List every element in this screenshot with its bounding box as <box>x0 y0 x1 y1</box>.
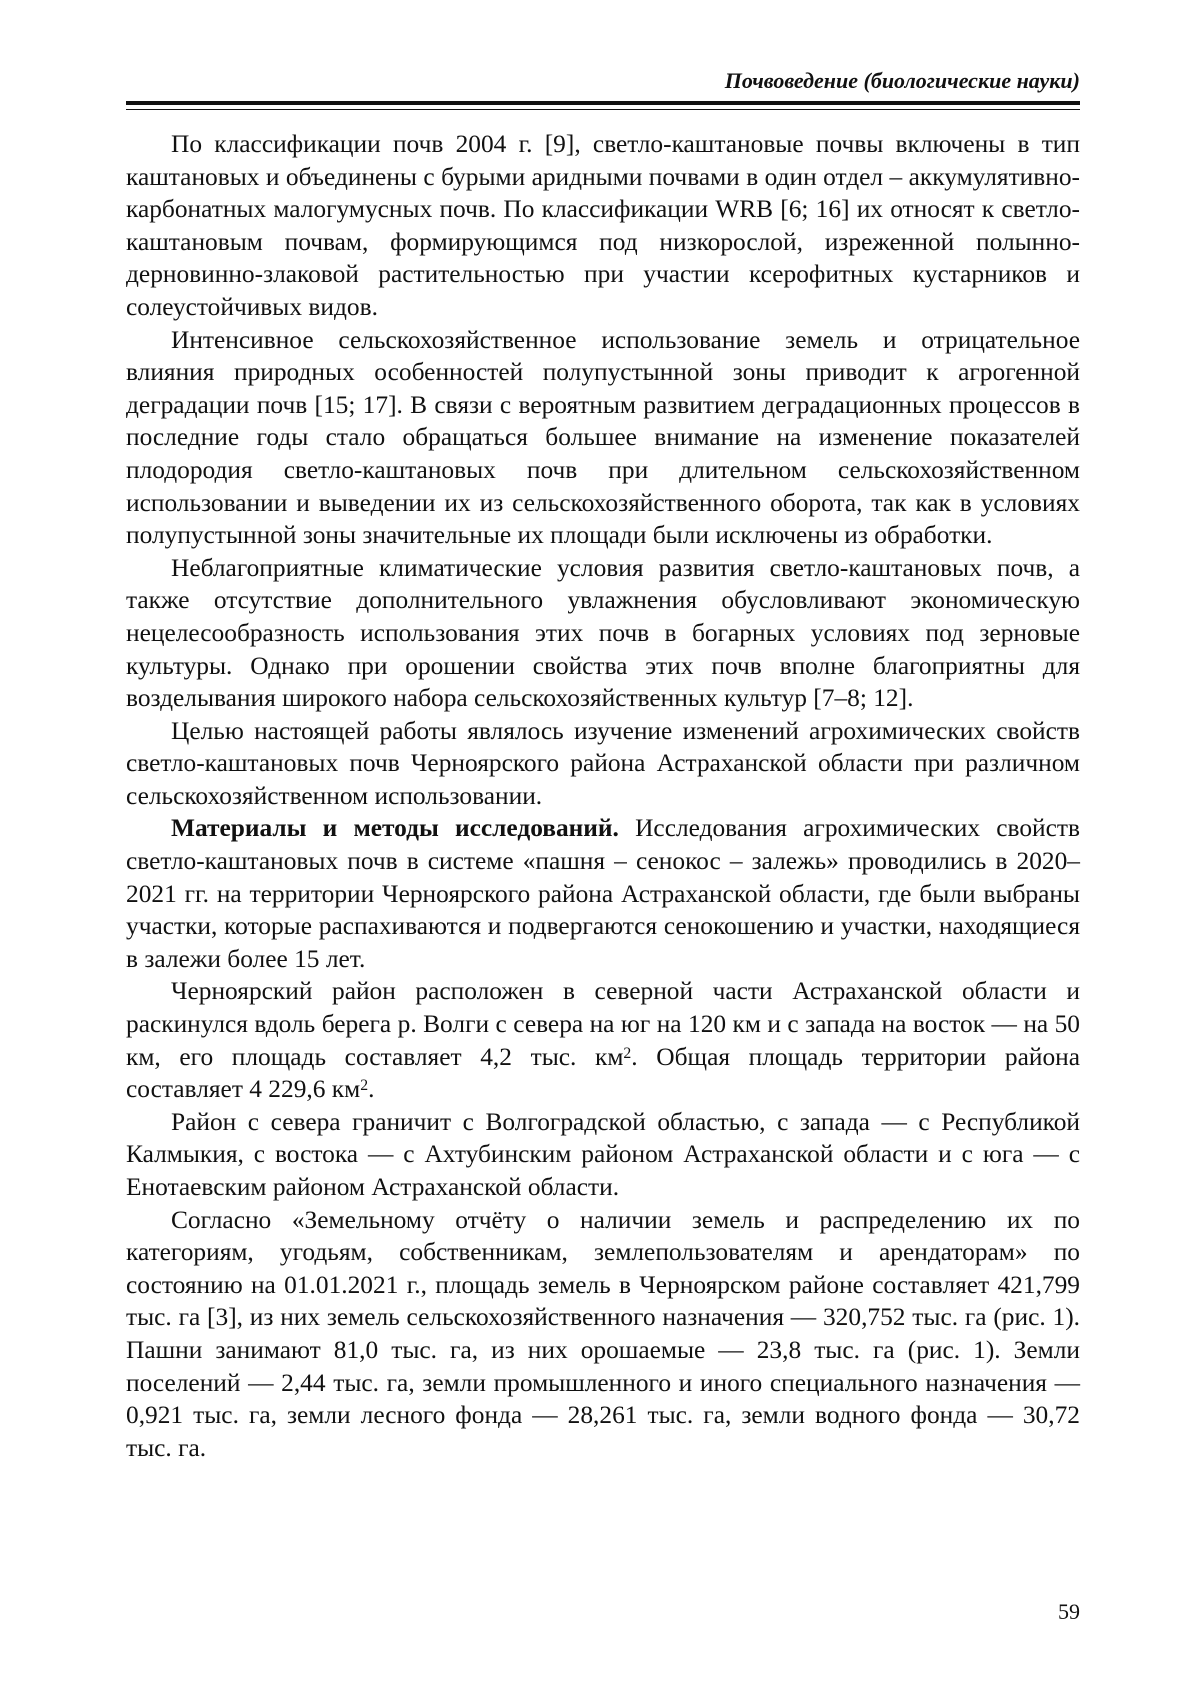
body-text <box>126 128 1080 1464</box>
methods-heading: Материалы и методы исследований. <box>171 814 619 843</box>
methods-text: Исследования агрохимических свойств светло-каштановых почв в системе «пашня – сенокос – залежь» проводились в 2020–2021 гг. на территории Черноярского района Астраханской области, где были выбраны участки, которые распахиваются и подвергаются сенокошению и участки, находящиеся в залежи более 15 лет. <box>126 814 1080 973</box>
paragraph-aim: Целью настоящей работы являлось изучение изменений агрохимических свойств светло-каштановых почв Черноярского района Астраханской области при различном сельскохозяйственном использовании. <box>126 716 1080 810</box>
paragraph-climate: Неблагоприятные климатические условия развития светло-каштановых почв, а также отсутствие дополнительного увлажнения обусловливают экономическую нецелесообразность использования этих почв в богарных условиях под зерновые культуры. Однако при орошении свойства этих почв вполне благоприятны для возделывания широкого набора сельскохозяйственных культур [7–8; 12]. <box>126 553 1080 713</box>
district-text-2: . Общая площадь территории района составляет 4 229,6 км <box>126 1042 1080 1104</box>
district-text-1: Черноярский район расположен в северной части Астраханской области и раскинулся вдоль берега р. Волги с севера на юг на 120 км и с запада на восток — на 50 км, его площадь составляет 4,2 тыс. км <box>126 977 1080 1071</box>
running-head: Почвоведение (биологические науки) <box>724 68 1080 93</box>
header-rule-thin <box>126 109 1080 110</box>
superscript-2: 2 <box>360 1077 369 1095</box>
paragraph-district <box>126 975 1080 1105</box>
paragraph-methods <box>126 812 1080 975</box>
paragraph-degradation: Интенсивное сельскохозяйственное использование земель и отрицательное влияния природных особенностей полупустынной зоны приводит к агрогенной деградации почв [15; 17]. В связи с вероятным развитием деградационных процессов в последние годы стало обращаться большее внимание на изменение показателей плодородия светло-каштановых почв при длительном сельскохозяйственном использовании и выведении их из сельскохозяйственного оборота, так как в условиях полупустынной зоны значительные их площади были исключены из обработки. <box>126 325 1080 550</box>
paragraph-classification: По классификации почв 2004 г. [9], светло-каштановые почвы включены в тип каштановых и объединены с бурыми аридными почвами в один отдел – аккумулятивно-карбонатных малогумусных почв. По классификации WRB [6; 16] их относят к светло-каштановым почвам, формирующимся под низкорослой, изреженной полынно-дерновинно-злаковой растительностью при участии ксерофитных кустарников и солеустойчивых видов. <box>126 130 1080 321</box>
header-rule-thick <box>126 101 1080 105</box>
paragraph-borders: Район с севера граничит с Волгоградской областью, с запада — с Республикой Калмыкия, с востока — с Ахтубинским районом Астраханской области и с юга — с Енотаевским районом Астраханской области. <box>126 1107 1080 1201</box>
paragraph-land-report: Согласно «Земельному отчёту о наличии земель и распределению их по категориям, угодьям, собственникам, землепользователям и арендаторам» по состоянию на 01.01.2021 г., площадь земель в Черноярском районе составляет 421,799 тыс. га [3], из них земель сельскохозяйственного назначения — 320,752 тыс. га (рис. 1). Пашни занимают 81,0 тыс. га, из них орошаемые — 23,8 тыс. га (рис. 1). Земли поселений — 2,44 тыс. га, земли промышленного и иного специального назначения — 0,921 тыс. га, земли лесного фонда — 28,261 тыс. га, земли водного фонда — 30,72 тыс. га. <box>126 1205 1080 1462</box>
page-number: 59 <box>1058 1599 1080 1624</box>
superscript-2: 2 <box>623 1044 632 1062</box>
district-text-3: . <box>368 1075 375 1104</box>
